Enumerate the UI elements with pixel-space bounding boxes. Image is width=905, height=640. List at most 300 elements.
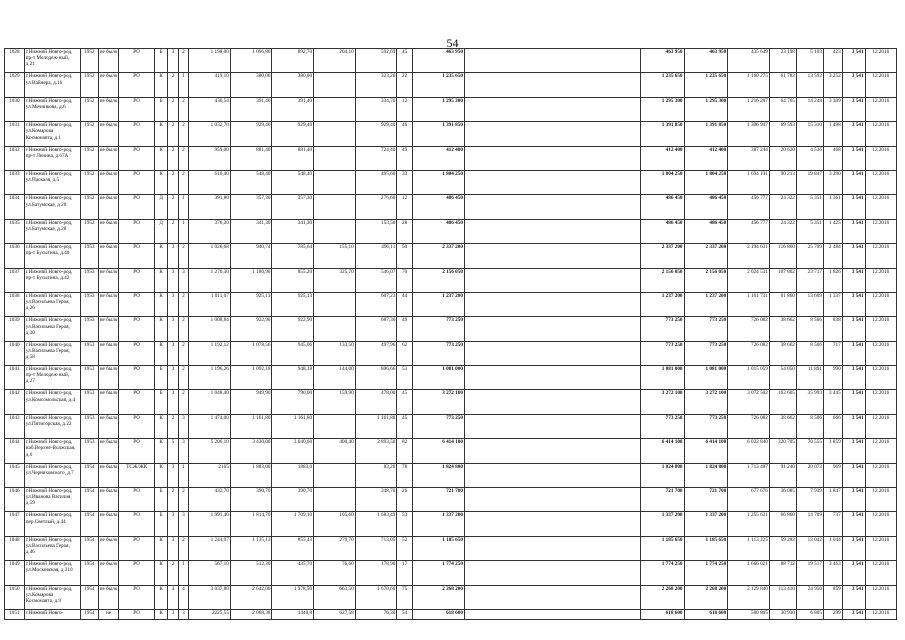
residential-area-cell: 435,70: [272, 561, 314, 585]
nonresidential-area-cell: [314, 146, 356, 170]
wall-material-cell: Б: [154, 488, 168, 512]
cost-fund-cell: 618 600: [684, 609, 728, 619]
deadline-cell: 12.2016: [865, 146, 896, 170]
municipal-area-cell: 929,40: [355, 122, 397, 146]
table-row: [5, 488, 897, 512]
residential-area-cell: 3 040,60: [272, 439, 314, 463]
cost-fund-cell: 1 804 250: [684, 170, 728, 194]
limit-cost-cell: 3 541: [842, 414, 865, 438]
repair-cell: не было: [98, 219, 119, 243]
residents-cell: 45: [397, 414, 413, 438]
unit-cost-cell: 3 309: [823, 97, 842, 121]
cost-fund-cell: 3 272 100: [684, 390, 728, 414]
cost-total-cell: 1 185 650: [412, 536, 464, 560]
floors-cell: 3: [168, 536, 178, 560]
year-cell: 1952: [80, 97, 98, 121]
cost-cell: 1 391 850: [640, 122, 684, 146]
address-cell: г.Нижний Новго-род, наб.Верхне-Волжская, д.6: [24, 439, 80, 463]
wall-material-cell: К: [154, 561, 168, 585]
limit-cost-cell: 3 541: [842, 341, 865, 365]
residents-cell: 52: [397, 536, 413, 560]
limit-cost-cell: 3 541: [842, 463, 865, 487]
row-number: 1028: [5, 49, 25, 73]
floors-cell: 3: [168, 341, 178, 365]
unit-cost-cell: 737: [823, 512, 842, 536]
total-area-cell: 1 032,70: [189, 122, 231, 146]
blank-cell: [464, 414, 640, 438]
region-funds-cell: 61 783: [769, 73, 796, 97]
residents-cell: 70: [397, 268, 413, 292]
address-cell: г.Нижний Новго-род, пер.Светлый, д.44: [24, 512, 80, 536]
deadline-cell: 12.2016: [865, 292, 896, 316]
municipal-funds-cell: 6 805: [796, 609, 823, 619]
nonresidential-area-cell: 133,50: [314, 341, 356, 365]
floors-cell: 3: [168, 292, 178, 316]
residents-cell: 78: [397, 463, 413, 487]
entrances-cell: 2: [178, 122, 188, 146]
wall-material-cell: К: [154, 146, 168, 170]
row-number: 1045: [5, 463, 25, 487]
municipal-funds-cell: 19 847: [796, 170, 823, 194]
total-area-cell: 567,10: [189, 561, 231, 585]
management-cell: РО: [119, 366, 154, 390]
entrances-cell: 3: [178, 439, 188, 463]
address-cell: г.Нижний Новго-род, ул.Комсомольская, д.4: [24, 390, 80, 414]
residents-cell: 26: [397, 488, 413, 512]
nonresidential-area-cell: [314, 97, 356, 121]
entrances-cell: 4: [178, 585, 188, 609]
repair-cell: не было: [98, 317, 119, 341]
management-cell: РО: [119, 49, 154, 73]
municipal-funds-cell: 8 506: [796, 414, 823, 438]
deadline-cell: 12.2016: [865, 244, 896, 268]
wall-material-cell: К: [154, 244, 168, 268]
owner-funds-cell: 1 015 059: [728, 366, 770, 390]
residents-cell: 50: [397, 244, 413, 268]
area-premises-cell: 949,90: [230, 390, 272, 414]
residential-area-cell: 1 709,10: [272, 512, 314, 536]
deadline-cell: 12.2016: [865, 195, 896, 219]
nonresidential-area-cell: [314, 414, 356, 438]
residential-area-cell: 1 978,50: [272, 585, 314, 609]
owner-funds-cell: 1 713 487: [728, 463, 770, 487]
deadline-cell: 12.2016: [865, 49, 896, 73]
blank-cell: [464, 341, 640, 365]
limit-cost-cell: 3 541: [842, 561, 865, 585]
owner-funds-cell: 726 082: [728, 341, 770, 365]
table-row: [5, 244, 897, 268]
municipal-funds-cell: 15 310: [796, 122, 823, 146]
entrances-cell: 2: [178, 488, 188, 512]
floors-cell: 3: [168, 268, 178, 292]
municipal-area-cell: 592,69: [355, 49, 397, 73]
address-cell: г.Нижний Новго-род, ул.Мечникова, д.6: [24, 97, 80, 121]
residential-area-cell: 1883,0: [272, 463, 314, 487]
limit-cost-cell: 3 541: [842, 512, 865, 536]
municipal-funds-cell: 70 555: [796, 439, 823, 463]
area-premises-cell: 1 161,80: [230, 414, 272, 438]
region-funds-cell: 54 050: [769, 366, 796, 390]
cost-total-cell: 2 156 050: [412, 268, 464, 292]
residential-area-cell: 855,20: [272, 268, 314, 292]
unit-cost-cell: 1 425: [823, 219, 842, 243]
floors-cell: 2: [168, 122, 178, 146]
unit-cost-cell: 299: [823, 609, 842, 619]
year-cell: 1953: [80, 341, 98, 365]
cost-total-cell: 2 337 200: [412, 244, 464, 268]
blank-cell: [464, 73, 640, 97]
total-area-cell: 1 008,84: [189, 317, 231, 341]
region-funds-cell: 88 712: [769, 561, 796, 585]
repair-cell: не было: [98, 122, 119, 146]
limit-cost-cell: 3 541: [842, 195, 865, 219]
municipal-funds-cell: 5 351: [796, 195, 823, 219]
year-cell: 1952: [80, 195, 98, 219]
limit-cost-cell: 3 541: [842, 268, 865, 292]
entrances-cell: 2: [178, 341, 188, 365]
year-cell: 1953: [80, 439, 98, 463]
blank-cell: [464, 536, 640, 560]
housing-register-table: [4, 48, 897, 620]
address-cell: г.Нижний Новго-род, пр-т Молодеж-ный, д.21: [24, 49, 80, 73]
table-row: [5, 97, 897, 121]
total-area-cell: 376,20: [189, 219, 231, 243]
year-cell: 1953: [80, 366, 98, 390]
table-row: [5, 414, 897, 438]
deadline-cell: 12.2016: [865, 512, 896, 536]
table-row: [5, 122, 897, 146]
cost-total-cell: 486 450: [412, 219, 464, 243]
entrances-cell: 1: [178, 463, 188, 487]
cost-fund-cell: 721 700: [684, 488, 728, 512]
area-premises-cell: 380,00: [230, 73, 272, 97]
area-premises-cell: 929,40: [230, 122, 272, 146]
total-area-cell: 5 206,10: [189, 439, 231, 463]
repair-cell: не было: [98, 73, 119, 97]
wall-material-cell: К: [154, 414, 168, 438]
repair-cell: не было: [98, 585, 119, 609]
residents-cell: 62: [397, 341, 413, 365]
floors-cell: 3: [168, 317, 178, 341]
repair-cell: не было: [98, 439, 119, 463]
floors-cell: 3: [168, 244, 178, 268]
repair-cell: не было: [98, 561, 119, 585]
residents-cell: 22: [397, 73, 413, 97]
nonresidential-area-cell: [314, 122, 356, 146]
owner-funds-cell: 580 865: [728, 609, 770, 619]
nonresidential-area-cell: [314, 219, 356, 243]
wall-material-cell: Б: [154, 49, 168, 73]
cost-cell: 486 450: [640, 219, 684, 243]
owner-funds-cell: 1 161 731: [728, 292, 770, 316]
municipal-area-cell: 497,96: [355, 341, 397, 365]
deadline-cell: 12.2016: [865, 268, 896, 292]
cost-total-cell: 3 272 100: [412, 390, 464, 414]
row-number: 1038: [5, 292, 25, 316]
cost-fund-cell: 1 081 000: [684, 366, 728, 390]
wall-material-cell: Б: [154, 366, 168, 390]
management-cell: ТСЖ/ЖК: [119, 463, 154, 487]
blank-cell: [464, 439, 640, 463]
cost-cell: 773 250: [640, 317, 684, 341]
cost-fund-cell: 773 250: [684, 341, 728, 365]
row-number: 1048: [5, 536, 25, 560]
region-funds-cell: 163 605: [769, 390, 796, 414]
year-cell: 1954: [80, 512, 98, 536]
municipal-area-cell: 478,00: [355, 390, 397, 414]
total-area-cell: 1 270,30: [189, 268, 231, 292]
table-row: [5, 341, 897, 365]
municipal-area-cell: 1 161,80: [355, 414, 397, 438]
row-number: 1029: [5, 73, 25, 97]
cost-cell: 463 950: [640, 49, 684, 73]
deadline-cell: 12.2016: [865, 609, 896, 619]
cost-fund-cell: 486 450: [684, 195, 728, 219]
municipal-funds-cell: 13 042: [796, 536, 823, 560]
owner-funds-cell: 6 022 840: [728, 439, 770, 463]
table-body: [5, 49, 897, 620]
area-premises-cell: 1 883,00: [230, 463, 272, 487]
region-funds-cell: 64 765: [769, 97, 796, 121]
unit-cost-cell: 468: [823, 146, 842, 170]
owner-funds-cell: 677 676: [728, 488, 770, 512]
year-cell: 1952: [80, 122, 98, 146]
owner-funds-cell: 1 113 325: [728, 536, 770, 560]
table-row: [5, 585, 897, 609]
management-cell: РО: [119, 219, 154, 243]
wall-material-cell: К: [154, 439, 168, 463]
region-funds-cell: 24 322: [769, 195, 796, 219]
blank-cell: [464, 390, 640, 414]
blank-cell: [464, 463, 640, 487]
municipal-area-cell: 334,70: [355, 97, 397, 121]
municipal-funds-cell: 14 709: [796, 512, 823, 536]
cost-fund-cell: 2 337 200: [684, 244, 728, 268]
cost-fund-cell: 773 250: [684, 317, 728, 341]
table-row: [5, 609, 897, 619]
wall-material-cell: К: [154, 609, 168, 619]
wall-material-cell: Д: [154, 219, 168, 243]
unit-cost-cell: 1 859: [823, 439, 842, 463]
blank-cell: [464, 170, 640, 194]
year-cell: 1954: [80, 488, 98, 512]
total-area-cell: 959,00: [189, 146, 231, 170]
residential-area-cell: 925,13: [272, 292, 314, 316]
total-area-cell: 1 196,26: [189, 366, 231, 390]
table-row: [5, 512, 897, 536]
wall-material-cell: К: [154, 585, 168, 609]
limit-cost-cell: 3 541: [842, 122, 865, 146]
year-cell: 1953: [80, 390, 98, 414]
residential-area-cell: 391,40: [272, 97, 314, 121]
row-number: 1051: [5, 609, 25, 619]
blank-cell: [464, 512, 640, 536]
cost-fund-cell: 6 414 100: [684, 439, 728, 463]
cost-cell: 1 824 800: [640, 463, 684, 487]
nonresidential-area-cell: 155,10: [314, 244, 356, 268]
municipal-area-cell: 713,05: [355, 536, 397, 560]
wall-material-cell: К: [154, 122, 168, 146]
municipal-funds-cell: 8 506: [796, 341, 823, 365]
unit-cost-cell: 1 498: [823, 122, 842, 146]
area-premises-cell: 1 092,18: [230, 366, 272, 390]
floors-cell: 3: [168, 512, 178, 536]
management-cell: РО: [119, 414, 154, 438]
year-cell: 1954: [80, 585, 98, 609]
owner-funds-cell: 2 194 631: [728, 244, 770, 268]
table-row: [5, 536, 897, 560]
address-cell: г.Нижний Новго-род, пр-т Ленина, д.67А: [24, 146, 80, 170]
nonresidential-area-cell: 76,60: [314, 561, 356, 585]
region-funds-cell: 38 662: [769, 414, 796, 438]
municipal-area-cell: 276,60: [355, 195, 397, 219]
municipal-area-cell: 1 670,60: [355, 585, 397, 609]
area-premises-cell: 1 078,56: [230, 341, 272, 365]
area-premises-cell: 357,30: [230, 195, 272, 219]
owner-funds-cell: 1 666 021: [728, 561, 770, 585]
floors-cell: 2: [168, 561, 178, 585]
table-row: [5, 170, 897, 194]
cost-cell: 2 156 050: [640, 268, 684, 292]
repair-cell: не было: [98, 244, 119, 268]
nonresidential-area-cell: 400,40: [314, 439, 356, 463]
total-area-cell: 1 991,40: [189, 512, 231, 536]
repair-cell: не было: [98, 97, 119, 121]
entrances-cell: 2: [178, 170, 188, 194]
owner-funds-cell: 456 777: [728, 195, 770, 219]
residents-cell: 44: [397, 292, 413, 316]
nonresidential-area-cell: [314, 73, 356, 97]
residential-area-cell: 548,40: [272, 170, 314, 194]
cost-cell: 618 600: [640, 609, 684, 619]
deadline-cell: 12.2016: [865, 122, 896, 146]
address-cell: г.Нижний Новго-род, ул.Пятигорская, д.22: [24, 414, 80, 438]
cost-cell: 3 272 100: [640, 390, 684, 414]
deadline-cell: 12.2016: [865, 317, 896, 341]
region-funds-cell: 38 662: [769, 341, 796, 365]
cost-fund-cell: 773 250: [684, 414, 728, 438]
region-funds-cell: 38 662: [769, 317, 796, 341]
cost-fund-cell: 463 950: [684, 49, 728, 73]
row-number: 1047: [5, 512, 25, 536]
cost-fund-cell: 486 450: [684, 219, 728, 243]
area-premises-cell: 1 135,13: [230, 536, 272, 560]
cost-fund-cell: 412 400: [684, 146, 728, 170]
cost-cell: 2 337 200: [640, 244, 684, 268]
management-cell: РО: [119, 170, 154, 194]
unit-cost-cell: 1 337: [823, 292, 842, 316]
total-area-cell: 430,54: [189, 97, 231, 121]
cost-total-cell: 1 237 200: [412, 292, 464, 316]
residential-area-cell: 881,40: [272, 146, 314, 170]
management-cell: РО: [119, 122, 154, 146]
unit-cost-cell: 717: [823, 341, 842, 365]
table-row: [5, 317, 897, 341]
year-cell: 1954: [80, 609, 98, 619]
nonresidential-area-cell: 627,58: [314, 609, 356, 619]
limit-cost-cell: 3 541: [842, 219, 865, 243]
repair-cell: не было: [98, 488, 119, 512]
municipal-funds-cell: 13 609: [796, 292, 823, 316]
area-premises-cell: 2 642,00: [230, 585, 272, 609]
nonresidential-area-cell: [314, 170, 356, 194]
residential-area-cell: 945,06: [272, 341, 314, 365]
wall-material-cell: К: [154, 317, 168, 341]
deadline-cell: 12.2016: [865, 463, 896, 487]
deadline-cell: 12.2016: [865, 73, 896, 97]
residential-area-cell: 855,43: [272, 536, 314, 560]
repair-cell: не было: [98, 463, 119, 487]
unit-cost-cell: 2 484: [823, 244, 842, 268]
residents-cell: 28: [397, 219, 413, 243]
residents-cell: 12: [397, 195, 413, 219]
entrances-cell: 3: [178, 609, 188, 619]
year-cell: 1954: [80, 561, 98, 585]
entrances-cell: 2: [178, 366, 188, 390]
floors-cell: 3: [168, 609, 178, 619]
owner-funds-cell: 387 244: [728, 146, 770, 170]
deadline-cell: 12.2016: [865, 585, 896, 609]
entrances-cell: 3: [178, 512, 188, 536]
limit-cost-cell: 3 541: [842, 146, 865, 170]
deadline-cell: 12.2016: [865, 390, 896, 414]
repair-cell: не было: [98, 292, 119, 316]
year-cell: 1954: [80, 536, 98, 560]
area-premises-cell: 1 180,90: [230, 268, 272, 292]
cost-total-cell: 1 774 250: [412, 561, 464, 585]
floors-cell: 2: [168, 488, 178, 512]
cost-total-cell: 773 250: [412, 414, 464, 438]
repair-cell: не было: [98, 170, 119, 194]
entrances-cell: 2: [178, 244, 188, 268]
cost-cell: 1 081 000: [640, 366, 684, 390]
total-area-cell: 1 244,97: [189, 536, 231, 560]
row-number: 1032: [5, 146, 25, 170]
limit-cost-cell: 3 541: [842, 488, 865, 512]
area-premises-cell: 881,40: [230, 146, 272, 170]
row-number: 1044: [5, 439, 25, 463]
repair-cell: не было: [98, 536, 119, 560]
total-area-cell: 1 474,00: [189, 414, 231, 438]
residents-cell: 46: [397, 122, 413, 146]
residential-area-cell: 790,00: [272, 390, 314, 414]
municipal-area-cell: 496,11: [355, 244, 397, 268]
residential-area-cell: 1 161,80: [272, 414, 314, 438]
total-area-cell: 1 026,68: [189, 244, 231, 268]
unit-cost-cell: 3 463: [823, 561, 842, 585]
cost-fund-cell: 1 774 250: [684, 561, 728, 585]
repair-cell: не было: [98, 146, 119, 170]
cost-total-cell: 721 700: [412, 488, 464, 512]
municipal-area-cell: 724,40: [355, 146, 397, 170]
row-number: 1030: [5, 97, 25, 121]
limit-cost-cell: 3 541: [842, 439, 865, 463]
cost-cell: 6 414 100: [640, 439, 684, 463]
residents-cell: 53: [397, 366, 413, 390]
owner-funds-cell: 1 306 947: [728, 122, 770, 146]
cost-cell: 2 268 200: [640, 585, 684, 609]
cost-fund-cell: 1 185 650: [684, 536, 728, 560]
residents-cell: 49: [397, 317, 413, 341]
deadline-cell: 12.2016: [865, 170, 896, 194]
residents-cell: 45: [397, 390, 413, 414]
municipal-funds-cell: 23 717: [796, 268, 823, 292]
residents-cell: 12: [397, 97, 413, 121]
unit-cost-cell: 423: [823, 49, 842, 73]
area-premises-cell: 940,74: [230, 244, 272, 268]
municipal-area-cell: 806,66: [355, 366, 397, 390]
year-cell: 1952: [80, 170, 98, 194]
